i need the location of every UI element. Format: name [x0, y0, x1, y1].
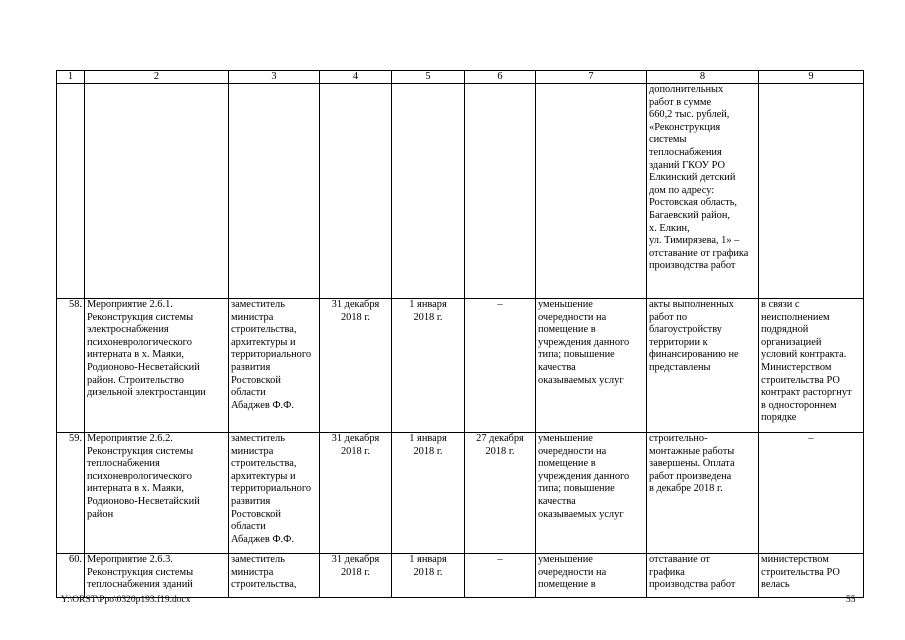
- reason-text: министерством строительства РО велась: [761, 554, 840, 591]
- result-cell: [536, 554, 647, 598]
- table-row: [57, 554, 864, 598]
- responsible-cell: [229, 299, 320, 433]
- table-row: [57, 299, 864, 433]
- empty-cell: [536, 84, 647, 299]
- table-row: [57, 433, 864, 554]
- date-text: –: [497, 554, 503, 565]
- status-cell: [647, 299, 759, 433]
- result-text: уменьшение очередности на помещение в: [538, 554, 607, 591]
- reason-cell: [759, 299, 864, 433]
- event-cell: [85, 554, 229, 598]
- status-text: строительно- монтажные работы завершены. Оплата работ произведена в декабре 2018 г.: [649, 433, 735, 495]
- date-text: 31 декабря 2018 г.: [331, 433, 380, 457]
- date-cell: [392, 554, 465, 598]
- page-number: 55: [846, 595, 856, 605]
- column-number: 7: [536, 71, 647, 84]
- column-number: 5: [392, 71, 465, 84]
- column-number: 4: [320, 71, 392, 84]
- status-cell: [647, 84, 759, 299]
- status-cell: [647, 433, 759, 554]
- result-cell: [536, 299, 647, 433]
- status-text: отставание от графика производства работ: [649, 554, 736, 591]
- result-cell: [536, 433, 647, 554]
- date-cell: [320, 299, 392, 433]
- reason-cell: [759, 554, 864, 598]
- status-text: дополнительных работ в сумме 660,2 тыс. рублей, «Реконструкция системы теплоснабжения зданий ГКОУ РО Елкинский детский дом по адресу: Ростовская область, Багаевский район, х. Елкин, ул. Тимирязева, 1» – отставание от графика производства работ: [649, 84, 749, 272]
- footer-file-path: Y:\ORST\Ppo\0320p193.f19.docx: [61, 595, 191, 605]
- event-text: Мероприятие 2.6.3. Реконструкция системы теплоснабжения зданий: [87, 554, 194, 591]
- date-cell: [320, 554, 392, 598]
- column-number: 2: [85, 71, 229, 84]
- event-cell: [85, 299, 229, 433]
- column-number: 6: [465, 71, 536, 84]
- empty-cell: [57, 84, 85, 299]
- event-text: Мероприятие 2.6.1. Реконструкция системы электроснабжения психоневрологического интерната в х. Маяки, Родионово-Несветайский район. Строительство дизельной электростанции: [87, 299, 206, 399]
- row-number: 59.: [57, 433, 85, 554]
- responsible-text: заместитель министра строительства, архитектуры и территориального развития Ростовской области Абаджев Ф.Ф.: [231, 433, 312, 545]
- date-cell: [465, 554, 536, 598]
- result-text: уменьшение очередности на помещение в учреждения данного типа; повышение качества оказываемых услуг: [538, 299, 630, 386]
- row-number: 58.: [57, 299, 85, 433]
- empty-cell: [229, 84, 320, 299]
- reason-cell: [759, 433, 864, 554]
- date-text: 1 января 2018 г.: [409, 299, 447, 323]
- status-cell: [647, 554, 759, 598]
- column-number: 3: [229, 71, 320, 84]
- event-text: Мероприятие 2.6.2. Реконструкция системы теплоснабжения психоневрологического интерната в х. Маяки, Родионово-Несветайский район: [87, 433, 200, 520]
- date-cell: [392, 299, 465, 433]
- empty-cell: [392, 84, 465, 299]
- date-text: 27 декабря 2018 г.: [476, 433, 524, 457]
- empty-cell: [85, 84, 229, 299]
- responsible-cell: [229, 554, 320, 598]
- date-cell: [465, 299, 536, 433]
- event-cell: [85, 433, 229, 554]
- column-number: 8: [647, 71, 759, 84]
- date-text: 1 января 2018 г.: [409, 433, 447, 457]
- date-text: 31 декабря 2018 г.: [331, 554, 380, 578]
- date-cell: [465, 433, 536, 554]
- empty-cell: [465, 84, 536, 299]
- date-text: –: [497, 299, 503, 310]
- date-cell: [320, 433, 392, 554]
- responsible-text: заместитель министра строительства,: [231, 554, 297, 591]
- date-text: 1 января 2018 г.: [409, 554, 447, 578]
- measures-table: [56, 70, 864, 598]
- responsible-cell: [229, 433, 320, 554]
- row-number: 60.: [57, 554, 85, 598]
- column-number: 1: [57, 71, 85, 84]
- empty-cell: [759, 84, 864, 299]
- date-cell: [392, 433, 465, 554]
- date-text: 31 декабря 2018 г.: [331, 299, 380, 323]
- empty-cell: [320, 84, 392, 299]
- responsible-text: заместитель министра строительства, архитектуры и территориального развития Ростовской области Абаджев Ф.Ф.: [231, 299, 312, 411]
- status-text: акты выполненных работ по благоустройству территории к финансированию не представлены: [649, 299, 739, 373]
- column-number: 9: [759, 71, 864, 84]
- continuation-row: [57, 84, 864, 299]
- result-text: уменьшение очередности на помещение в учреждения данного типа; повышение качества оказываемых услуг: [538, 433, 630, 520]
- reason-text: в связи с неисполнением подрядной организацией условий контракта. Министерством строительства РО контракт расторгнут в одностороннем порядке: [761, 299, 852, 424]
- column-number-row: [57, 71, 864, 84]
- reason-text: –: [808, 433, 814, 444]
